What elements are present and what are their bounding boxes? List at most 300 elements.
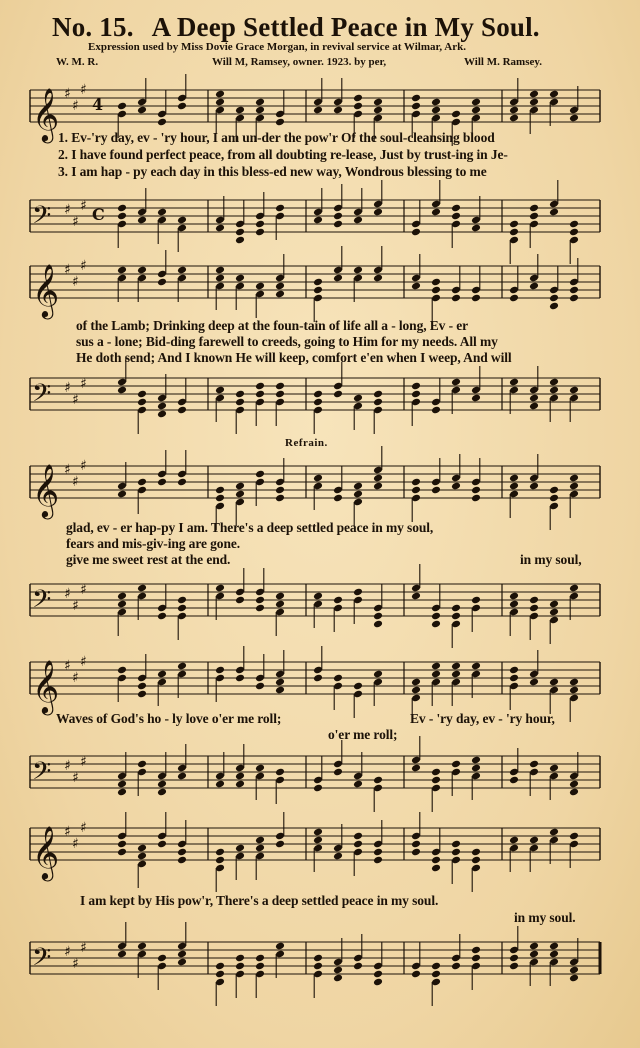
- sharp-icon: ♯: [80, 458, 87, 474]
- note-head: [431, 620, 441, 629]
- lyric-line: give me sweet rest at the end.: [66, 552, 231, 567]
- note-head: [471, 946, 481, 955]
- note-head: [353, 94, 363, 103]
- note-head: [117, 212, 127, 221]
- note-head: [569, 966, 579, 975]
- note-head: [137, 584, 147, 593]
- note-head: [509, 114, 519, 123]
- note-head: [157, 208, 167, 217]
- note-head: [313, 828, 323, 837]
- lyric-line: I am kept by His pow'r, There's a deep settled peace in my soul.: [80, 893, 439, 908]
- note-head: [411, 678, 421, 687]
- note-head: [549, 378, 559, 387]
- note-head: [569, 386, 579, 395]
- note-head: [509, 592, 519, 601]
- note-head: [569, 788, 579, 797]
- expression-note: Expression used by Miss Dovie Grace Morgan, in revival service at Wilmar, Ark.: [88, 41, 466, 53]
- echo-lyric: in my soul.: [514, 910, 576, 925]
- sharp-icon: ♯: [72, 770, 79, 786]
- note-head: [215, 224, 225, 233]
- note-head: [569, 678, 579, 687]
- note-head: [569, 584, 579, 593]
- note-head: [137, 398, 147, 407]
- note-head: [275, 282, 285, 291]
- note-head: [529, 282, 539, 291]
- note-head: [411, 970, 421, 979]
- note-head: [117, 666, 127, 675]
- note-head: [509, 294, 519, 303]
- sharp-icon: ♯: [80, 654, 87, 670]
- bass-staff-2: [0, 364, 640, 434]
- note-head: [313, 390, 323, 399]
- note-head: [157, 118, 167, 127]
- note-head: [157, 840, 167, 849]
- note-head: [215, 584, 225, 593]
- note-head: [235, 106, 245, 115]
- note-head: [333, 220, 343, 229]
- note-head: [275, 290, 285, 299]
- lyric-line: He doth send; And I known He will keep, comfort e'en when I weep, And will: [76, 350, 512, 365]
- note-head: [353, 588, 363, 597]
- author-initials: W. M. R.: [56, 56, 99, 68]
- note-head: [255, 604, 265, 613]
- note-head: [569, 482, 579, 491]
- note-head: [569, 780, 579, 789]
- note-head: [333, 390, 343, 399]
- note-head: [255, 282, 265, 291]
- note-head: [353, 102, 363, 111]
- note-head: [117, 490, 127, 499]
- note-head: [177, 950, 187, 959]
- note-head: [117, 592, 127, 601]
- note-head: [313, 106, 323, 115]
- note-head: [333, 852, 343, 861]
- note-head: [235, 274, 245, 283]
- note-head: [275, 678, 285, 687]
- sharp-icon: ♯: [80, 376, 87, 392]
- note-head: [177, 958, 187, 967]
- note-head: [313, 286, 323, 295]
- note-head: [411, 478, 421, 487]
- note-head: [411, 382, 421, 391]
- note-head: [137, 760, 147, 769]
- note-head: [333, 106, 343, 115]
- copyright-owner: Will M, Ramsey, owner. 1923. by per,: [212, 56, 387, 68]
- note-head: [353, 840, 363, 849]
- note-head: [411, 686, 421, 695]
- bass-clef-icon: 𝄢: [32, 757, 52, 792]
- note-head: [235, 236, 245, 245]
- note-head: [137, 390, 147, 399]
- note-head: [313, 278, 323, 287]
- treble-clef-icon: 𝄞: [32, 263, 60, 317]
- treble-staff-4: [0, 648, 640, 713]
- note-head: [333, 674, 343, 683]
- note-head: [569, 294, 579, 303]
- note-head: [549, 942, 559, 951]
- note-head: [549, 294, 559, 303]
- note-head: [549, 600, 559, 609]
- sharp-icon: ♯: [72, 274, 79, 290]
- note-head: [235, 596, 245, 605]
- note-head: [275, 592, 285, 601]
- note-head: [451, 378, 461, 387]
- note-head: [569, 974, 579, 983]
- note-head: [509, 378, 519, 387]
- note-head: [215, 486, 225, 495]
- sharp-icon: ♯: [72, 836, 79, 852]
- note-head: [373, 776, 383, 785]
- note-head: [529, 942, 539, 951]
- note-head: [373, 620, 383, 629]
- lyric-line: Waves of God's ho - ly love o'er me roll;: [56, 711, 282, 726]
- note-head: [549, 386, 559, 395]
- note-head: [373, 398, 383, 407]
- sharp-icon: ♯: [64, 380, 71, 396]
- note-head: [313, 674, 323, 683]
- note-head: [411, 102, 421, 111]
- note-head: [177, 406, 187, 415]
- sharp-icon: ♯: [80, 82, 87, 98]
- note-head: [157, 278, 167, 287]
- note-head: [255, 764, 265, 773]
- note-head: [255, 228, 265, 237]
- sharp-icon: ♯: [64, 758, 71, 774]
- sharp-icon: ♯: [64, 586, 71, 602]
- note-head: [313, 962, 323, 971]
- note-head: [353, 682, 363, 691]
- treble-staff-2: [0, 252, 640, 317]
- note-head: [373, 482, 383, 491]
- note-head: [235, 482, 245, 491]
- note-head: [275, 686, 285, 695]
- echo-lyric: o'er me roll;: [328, 727, 398, 742]
- note-head: [471, 856, 481, 865]
- note-head: [353, 216, 363, 225]
- bass-clef-icon: 𝄢: [32, 201, 52, 236]
- note-head: [471, 106, 481, 115]
- note-head: [275, 942, 285, 951]
- note-head: [333, 768, 343, 777]
- note-head: [333, 596, 343, 605]
- note-head: [177, 848, 187, 857]
- lyric-line: fears and mis-giv-ing are gone.: [66, 536, 241, 551]
- note-head: [137, 216, 147, 225]
- note-head: [177, 478, 187, 487]
- note-head: [255, 382, 265, 391]
- refrain-label: Refrain.: [285, 437, 328, 449]
- note-head: [451, 670, 461, 679]
- note-head: [431, 864, 441, 873]
- note-head: [509, 482, 519, 491]
- note-head: [255, 596, 265, 605]
- note-head: [117, 848, 127, 857]
- note-head: [157, 954, 167, 963]
- note-head: [333, 966, 343, 975]
- note-head: [235, 954, 245, 963]
- note-head: [451, 962, 461, 971]
- note-head: [471, 494, 481, 503]
- sharp-icon: ♯: [64, 944, 71, 960]
- note-head: [235, 490, 245, 499]
- note-head: [117, 386, 127, 395]
- note-head: [509, 674, 519, 683]
- note-head: [177, 662, 187, 671]
- note-head: [137, 844, 147, 853]
- note-head: [411, 592, 421, 601]
- note-head: [117, 840, 127, 849]
- note-head: [313, 784, 323, 793]
- note-head: [451, 604, 461, 613]
- note-head: [373, 474, 383, 483]
- lyric-line: glad, ev - er hap-py I am. There's a deep settled peace in my soul,: [66, 520, 434, 535]
- sharp-icon: ♯: [64, 462, 71, 478]
- note-head: [431, 486, 441, 495]
- note-head: [215, 856, 225, 865]
- note-head: [509, 666, 519, 675]
- lyric-line: 3. I am hap - py each day in this bless-ed new way, Wondrous blessing to me: [58, 164, 487, 179]
- note-head: [157, 788, 167, 797]
- note-head: [431, 856, 441, 865]
- note-head: [255, 962, 265, 971]
- note-head: [177, 856, 187, 865]
- note-head: [451, 110, 461, 119]
- time-signature: 4: [92, 95, 104, 114]
- note-head: [215, 666, 225, 675]
- note-head: [509, 220, 519, 229]
- note-head: [177, 596, 187, 605]
- note-head: [451, 212, 461, 221]
- note-head: [509, 106, 519, 115]
- note-head: [411, 282, 421, 291]
- note-head: [117, 600, 127, 609]
- note-head: [313, 954, 323, 963]
- note-head: [451, 482, 461, 491]
- note-head: [529, 678, 539, 687]
- time-signature: C: [92, 205, 105, 224]
- note-head: [215, 274, 225, 283]
- note-head: [255, 98, 265, 107]
- note-head: [117, 788, 127, 797]
- note-head: [451, 840, 461, 849]
- note-head: [549, 678, 559, 687]
- note-head: [529, 482, 539, 491]
- note-head: [411, 486, 421, 495]
- note-head: [117, 780, 127, 789]
- note-head: [373, 612, 383, 621]
- note-head: [431, 98, 441, 107]
- note-head: [431, 776, 441, 785]
- note-head: [569, 686, 579, 695]
- note-head: [157, 402, 167, 411]
- note-head: [509, 836, 519, 845]
- note-head: [215, 970, 225, 979]
- note-head: [157, 780, 167, 789]
- note-head: [451, 760, 461, 769]
- note-head: [529, 836, 539, 845]
- note-head: [471, 764, 481, 773]
- note-head: [333, 974, 343, 983]
- note-head: [353, 962, 363, 971]
- sharp-icon: ♯: [80, 258, 87, 274]
- note-head: [471, 394, 481, 403]
- treble-clef-icon: 𝄞: [32, 463, 60, 517]
- note-head: [529, 394, 539, 403]
- treble-staff-3: [0, 452, 640, 517]
- note-head: [373, 390, 383, 399]
- note-head: [529, 204, 539, 213]
- lyric-line: Ev - 'ry day, ev - 'ry hour,: [410, 711, 555, 726]
- sharp-icon: ♯: [80, 820, 87, 836]
- note-head: [549, 608, 559, 617]
- note-head: [529, 604, 539, 613]
- note-head: [215, 386, 225, 395]
- note-head: [569, 474, 579, 483]
- note-head: [549, 764, 559, 773]
- note-head: [137, 682, 147, 691]
- note-head: [117, 102, 127, 111]
- note-head: [177, 102, 187, 111]
- note-head: [373, 208, 383, 217]
- staff-lines: [30, 200, 600, 232]
- lyric-line: sus a - lone; Bid-ding farewell to creeds, going to Him for my needs. All my: [76, 334, 498, 349]
- note-head: [529, 98, 539, 107]
- note-head: [373, 106, 383, 115]
- sharp-icon: ♯: [80, 582, 87, 598]
- note-head: [235, 390, 245, 399]
- note-head: [569, 114, 579, 123]
- note-head: [275, 768, 285, 777]
- note-head: [451, 294, 461, 303]
- treble-clef-icon: 𝄞: [32, 87, 60, 141]
- note-head: [255, 106, 265, 115]
- note-head: [117, 950, 127, 959]
- treble-clef-icon: 𝄞: [32, 825, 60, 879]
- note-head: [451, 204, 461, 213]
- note-head: [353, 780, 363, 789]
- note-head: [235, 398, 245, 407]
- sharp-icon: ♯: [64, 824, 71, 840]
- note-head: [353, 394, 363, 403]
- sharp-icon: ♯: [80, 198, 87, 214]
- note-head: [471, 848, 481, 857]
- note-head: [157, 478, 167, 487]
- note-head: [509, 228, 519, 237]
- note-head: [137, 690, 147, 699]
- sharp-icon: ♯: [80, 940, 87, 956]
- note-head: [215, 780, 225, 789]
- note-head: [275, 204, 285, 213]
- note-head: [275, 382, 285, 391]
- note-head: [373, 98, 383, 107]
- note-head: [569, 832, 579, 841]
- note-head: [313, 592, 323, 601]
- note-head: [275, 494, 285, 503]
- note-head: [157, 410, 167, 419]
- treble-staff-5: [0, 814, 640, 886]
- note-head: [549, 208, 559, 217]
- note-head: [549, 828, 559, 837]
- note-head: [353, 482, 363, 491]
- note-head: [177, 266, 187, 275]
- note-head: [137, 852, 147, 861]
- note-head: [255, 470, 265, 479]
- note-head: [353, 832, 363, 841]
- note-head: [255, 682, 265, 691]
- note-head: [529, 212, 539, 221]
- note-head: [255, 220, 265, 229]
- note-head: [275, 118, 285, 127]
- note-head: [411, 840, 421, 849]
- note-head: [137, 478, 147, 487]
- note-head: [411, 390, 421, 399]
- note-head: [569, 220, 579, 229]
- note-head: [137, 106, 147, 115]
- note-head: [215, 266, 225, 275]
- note-head: [549, 950, 559, 959]
- lyric-line: 1. Ev-'ry day, ev - 'ry hour, I am un-der the pow'r Of the soul-cleansing blood: [58, 130, 495, 145]
- note-head: [157, 612, 167, 621]
- note-head: [177, 216, 187, 225]
- note-head: [255, 390, 265, 399]
- note-head: [431, 768, 441, 777]
- bass-staff-1: [0, 186, 640, 250]
- bass-staff-4: [0, 742, 640, 808]
- sharp-icon: ♯: [64, 86, 71, 102]
- note-head: [549, 486, 559, 495]
- note-head: [313, 836, 323, 845]
- note-head: [471, 486, 481, 495]
- note-head: [569, 286, 579, 295]
- note-head: [275, 600, 285, 609]
- note-head: [373, 978, 383, 987]
- note-head: [137, 942, 147, 951]
- sharp-icon: ♯: [72, 956, 79, 972]
- note-head: [333, 494, 343, 503]
- lyric-line: 2. I have found perfect peace, from all doubting re-lease, Just by trust-ing in Je-: [58, 147, 508, 162]
- note-head: [529, 402, 539, 411]
- sharp-icon: ♯: [64, 262, 71, 278]
- note-head: [373, 848, 383, 857]
- note-head: [431, 208, 441, 217]
- note-head: [353, 266, 363, 275]
- bass-staff-3: [0, 570, 640, 638]
- treble-clef-icon: 𝄞: [32, 659, 60, 713]
- note-head: [215, 98, 225, 107]
- sharp-icon: ♯: [72, 474, 79, 490]
- note-head: [157, 670, 167, 679]
- sharp-icon: ♯: [80, 754, 87, 770]
- note-head: [431, 670, 441, 679]
- note-head: [451, 848, 461, 857]
- hymn-title: A Deep Settled Peace in My Soul.: [151, 12, 540, 42]
- hymn-title-line: [52, 12, 632, 43]
- note-head: [471, 954, 481, 963]
- note-head: [255, 836, 265, 845]
- bass-staff-5: [0, 928, 640, 998]
- note-head: [509, 474, 519, 483]
- bass-clef-icon: 𝄢: [32, 943, 52, 978]
- note-head: [529, 90, 539, 99]
- hymn-number: No. 15.: [52, 12, 134, 42]
- note-head: [471, 294, 481, 303]
- note-head: [451, 612, 461, 621]
- sharp-icon: ♯: [72, 598, 79, 614]
- sharp-icon: ♯: [72, 98, 79, 114]
- note-head: [235, 674, 245, 683]
- note-head: [549, 90, 559, 99]
- note-head: [117, 204, 127, 213]
